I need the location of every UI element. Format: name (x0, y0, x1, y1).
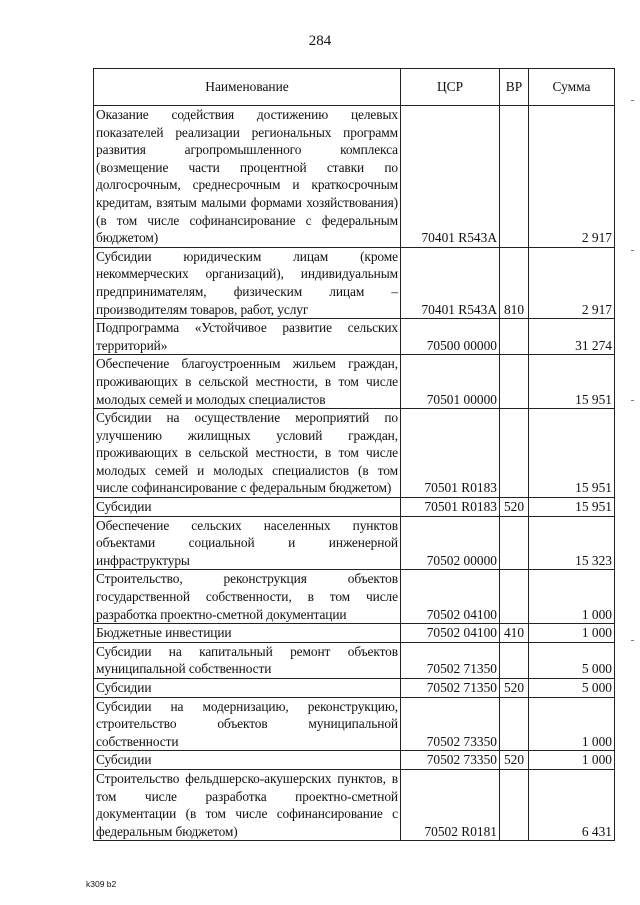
row-vr (500, 106, 529, 248)
row-sum: 15 951 (529, 355, 615, 409)
row-name: Обеспечение благоустроенным жильем граждан, проживающих в сельской местности, в том числе молодых семей и молодых специалистов (94, 355, 401, 409)
row-vr (500, 697, 529, 751)
table-row (94, 751, 615, 770)
row-sum: 5 000 (529, 642, 615, 678)
scan-margin-mark (631, 250, 634, 251)
row-csr: 70502 73350 (401, 751, 500, 770)
table-row (94, 498, 615, 517)
row-name: Строительство фельдшерско-акушерских пунктов, в том числе разработка проектно-сметной документации (в том числе софинансирование с федеральным бюджетом) (94, 769, 401, 840)
header-vr: ВР (500, 69, 529, 106)
row-sum: 15 323 (529, 516, 615, 570)
table-row (94, 247, 615, 318)
table-row (94, 769, 615, 840)
table-row (94, 642, 615, 678)
row-vr (500, 769, 529, 840)
row-name: Субсидии (94, 679, 401, 698)
page-number: 284 (308, 33, 332, 49)
row-name: Субсидии юридическим лицам (кроме некоммерческих организаций), индивидуальным предпринимателям, физическим лицам – производителям товаров, работ, услуг (94, 247, 401, 318)
table-row (94, 355, 615, 409)
table-row (94, 106, 615, 248)
row-vr: 810 (500, 247, 529, 318)
table-row (94, 624, 615, 643)
row-csr: 70501 R0183 (401, 409, 500, 498)
row-csr: 70502 73350 (401, 697, 500, 751)
row-sum: 6 431 (529, 769, 615, 840)
header-name: Наименование (94, 69, 401, 106)
table-header-row (94, 69, 615, 106)
row-vr: 410 (500, 624, 529, 643)
row-csr: 70502 00000 (401, 516, 500, 570)
row-name: Подпрограмма «Устойчивое развитие сельских территорий» (94, 319, 401, 355)
row-csr: 70502 71350 (401, 642, 500, 678)
row-name: Субсидии (94, 751, 401, 770)
row-csr: 70502 04100 (401, 570, 500, 624)
header-sum: Сумма (529, 69, 615, 106)
footer-code: k309 b2 (86, 879, 117, 889)
row-csr: 70502 04100 (401, 624, 500, 643)
row-csr: 70401 R543A (401, 247, 500, 318)
row-sum: 2 917 (529, 247, 615, 318)
row-vr: 520 (500, 498, 529, 517)
scan-margin-mark (631, 400, 634, 401)
row-vr: 520 (500, 679, 529, 698)
row-vr (500, 319, 529, 355)
row-sum: 1 000 (529, 624, 615, 643)
header-csr: ЦСР (401, 69, 500, 106)
row-name: Субсидии на капитальный ремонт объектов муниципальной собственности (94, 642, 401, 678)
row-vr (500, 355, 529, 409)
row-csr: 70502 71350 (401, 679, 500, 698)
row-vr (500, 570, 529, 624)
row-csr: 70501 00000 (401, 355, 500, 409)
row-name: Субсидии на модернизацию, реконструкцию, строительство объектов муниципальной собственности (94, 697, 401, 751)
row-csr: 70401 R543A (401, 106, 500, 248)
row-csr: 70501 R0183 (401, 498, 500, 517)
row-sum: 15 951 (529, 409, 615, 498)
row-sum: 15 951 (529, 498, 615, 517)
row-name: Строительство, реконструкция объектов государственной собственности, в том числе разработка проектно-сметной документации (94, 570, 401, 624)
row-name: Субсидии (94, 498, 401, 517)
scan-margin-mark (631, 640, 634, 641)
row-sum: 1 000 (529, 751, 615, 770)
row-sum: 1 000 (529, 697, 615, 751)
row-name: Обеспечение сельских населенных пунктов объектами социальной и инженерной инфраструктуры (94, 516, 401, 570)
row-vr (500, 642, 529, 678)
row-name: Оказание содействия достижению целевых показателей реализации региональных программ развития агропромышленного комплекса (возмещение части процентной ставки по долгосрочным, среднесрочным и краткосрочным кредитам, взятым малыми формами хозяйствования) (в том числе софинансирование с федеральным бюджетом) (94, 106, 401, 248)
row-vr (500, 409, 529, 498)
table-row (94, 697, 615, 751)
row-sum: 1 000 (529, 570, 615, 624)
table-row (94, 570, 615, 624)
row-vr (500, 516, 529, 570)
row-sum: 5 000 (529, 679, 615, 698)
row-name: Бюджетные инвестиции (94, 624, 401, 643)
row-csr: 70502 R0181 (401, 769, 500, 840)
row-sum: 2 917 (529, 106, 615, 248)
table-row (94, 319, 615, 355)
row-sum: 31 274 (529, 319, 615, 355)
row-vr: 520 (500, 751, 529, 770)
budget-table (93, 68, 615, 841)
row-csr: 70500 00000 (401, 319, 500, 355)
table-row (94, 679, 615, 698)
row-name: Субсидии на осуществление мероприятий по улучшению жилищных условий граждан, проживающих в сельской местности, в том числе молодых семей и молодых специалистов (в том числе софинансирование с федеральным бюджетом) (94, 409, 401, 498)
table-row (94, 409, 615, 498)
scan-margin-mark (631, 100, 634, 101)
table-row (94, 516, 615, 570)
